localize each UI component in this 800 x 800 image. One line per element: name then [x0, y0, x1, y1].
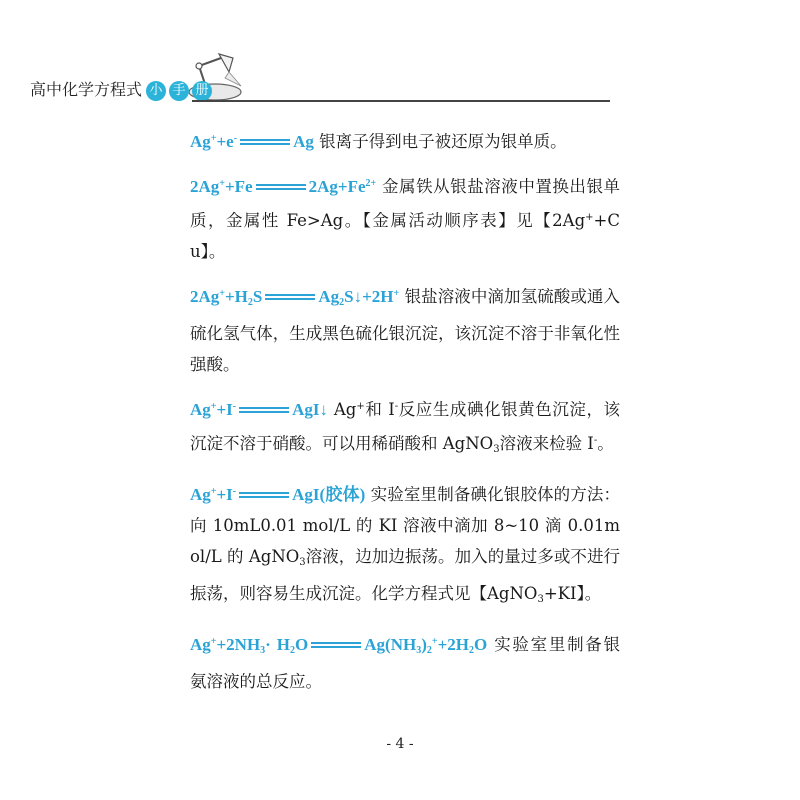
accent-char: 册: [192, 81, 212, 101]
chemical-equation: Ag++I- AgI↓: [190, 400, 329, 419]
book-title: [30, 77, 212, 101]
equals-sign: [239, 407, 289, 413]
accent-char: 手: [169, 81, 189, 101]
equation-description: 金属铁从银盐溶液中置换出银单质，金属性 Fe>Ag。【金属活动顺序表】见【2Ag++Cu】。: [190, 177, 621, 261]
chemical-equation: Ag++I- AgI(胶体): [190, 485, 366, 504]
accent-char: 小: [146, 81, 166, 101]
equals-sign: [265, 294, 315, 300]
equals-sign: [256, 184, 306, 190]
equation-description: 实验室里制备碘化银胶体的方法：向 10mL0.01 mol/L 的 KI 溶液中滴加 8~10 滴 0.01mol/L 的 AgNO$_3$溶液，边加边振荡。加入的量过多或不进行振荡，则容易生成沉淀。化学方程式见【AgNO$_3$+KI】。: [190, 485, 621, 605]
equation-entry: [190, 168, 620, 267]
header-divider: [192, 100, 610, 102]
book-title-accent: [146, 81, 212, 101]
equals-sign: [239, 492, 289, 498]
equation-entry: [190, 123, 620, 157]
chemical-equation: $Ag^++2NH_3\cdot H_2O$ $Ag(NH_3)_2^++2H_2O$: [190, 635, 488, 656]
equation-entry: [190, 626, 620, 697]
page-content: [190, 123, 620, 708]
equation-description: 实验室里制备银氨溶液的总反应。: [190, 635, 620, 691]
page-header: [185, 52, 615, 104]
equation-description: Ag+和 I-反应生成碘化银黄色沉淀，该沉淀不溶于硝酸。可以用稀硝酸和 AgNO$_3$溶液来检验 I-。: [190, 400, 621, 455]
chemical-equation: 2Ag++Fe $2Ag+Fe^{2+}$: [190, 177, 377, 196]
equation-description: 银盐溶液中滴加氢硫酸或通入硫化氢气体，生成黑色硫化银沉淀，该沉淀不溶于非氧化性强酸。: [190, 287, 620, 374]
page-number: - 4 -: [386, 736, 414, 752]
chemical-equation: Ag++e- Ag: [190, 132, 314, 151]
equals-sign: [240, 139, 290, 145]
equation-entry: [190, 476, 620, 615]
equation-entry: [190, 391, 620, 465]
equals-sign: [311, 642, 361, 648]
equation-entry: [190, 278, 620, 380]
book-title-text: 高中化学方程式: [30, 80, 143, 99]
chemical-equation: $2Ag^++H_2S$ $Ag_2S↓+2H^+$: [190, 287, 400, 308]
equation-description: 银离子得到电子被还原为银单质。: [319, 132, 567, 151]
